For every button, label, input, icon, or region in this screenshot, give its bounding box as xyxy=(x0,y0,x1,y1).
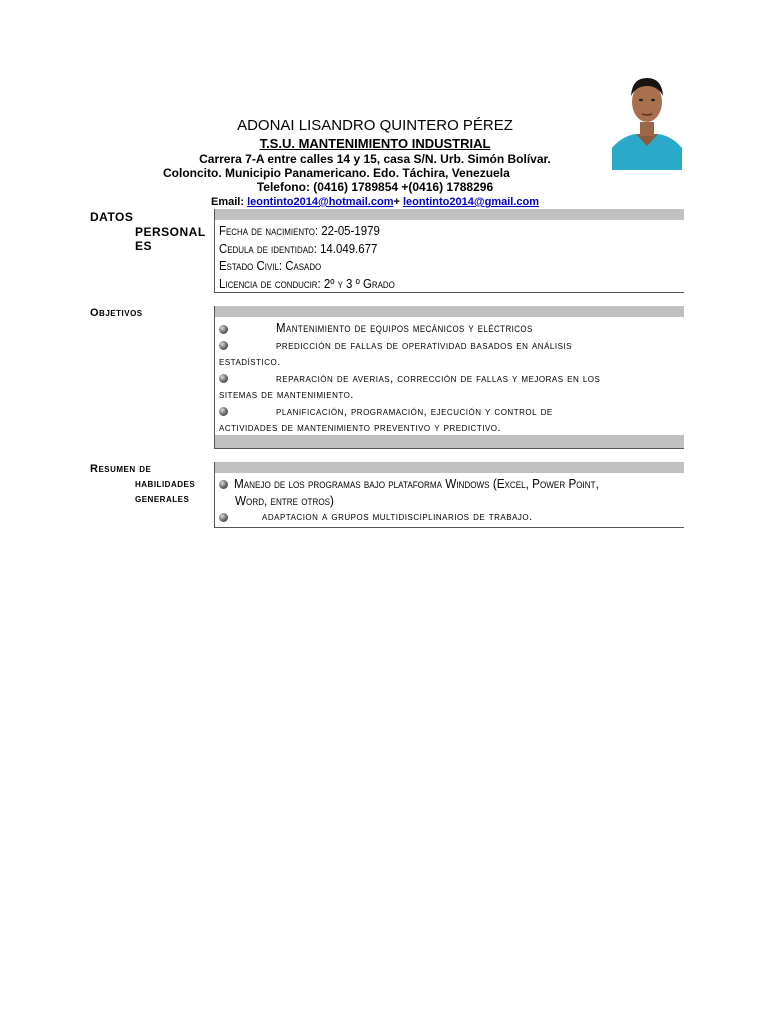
skills-heading-line-2: habilidades xyxy=(135,478,196,490)
phone-line: Telefono: (0416) 1789854 +(0416) 1788296 xyxy=(256,180,494,194)
personal-heading-line-3: ES xyxy=(135,239,153,253)
objective-item: reparación de averias, corrección de fallas y mejoras en los xyxy=(215,371,684,388)
objective-item-continuation: sitemas de mantenimiento. xyxy=(219,389,354,401)
bullet-icon xyxy=(219,325,228,334)
email-separator: + xyxy=(393,196,403,208)
objective-item: planificación, programación, ejecución y control de xyxy=(215,404,684,421)
objective-item: predicción de fallas de operatividad basados en análisis xyxy=(215,338,684,355)
email-link-gmail[interactable]: leontinto2014@gmail.com xyxy=(402,196,540,208)
professional-title: T.S.U. MANTENIMIENTO INDUSTRIAL xyxy=(259,136,491,151)
bullet-icon xyxy=(219,407,228,416)
civil-status-row: Estado Civil: Casado xyxy=(219,258,322,273)
skill-item-continuation: Word, entre otros) xyxy=(235,493,334,508)
personal-heading-line-1: DATOS xyxy=(90,210,134,224)
skill-item: Manejo de los programas bajo plataforma Windows (Excel, Power Point, xyxy=(215,475,684,492)
id-row: Cedula de identidad: 14.049.677 xyxy=(219,240,378,256)
section-bar xyxy=(215,462,684,473)
bullet-icon xyxy=(219,480,228,489)
email-label: Email: xyxy=(210,196,248,208)
objectives-heading: Objetivos xyxy=(90,307,143,319)
skills-heading-line-1: Resumen de xyxy=(90,463,152,475)
birth-date-row: Fecha de nacimiento: 22-05-1979 xyxy=(219,223,380,238)
objective-item: Mantenimiento de equipos mecánicos y eléctricos xyxy=(215,320,684,338)
section-bar xyxy=(215,306,684,317)
objective-item-continuation: actividades de mantenimiento preventivo y predictivo. xyxy=(219,422,502,434)
personal-heading-line-2: PERSONAL xyxy=(135,225,206,239)
profile-photo-image xyxy=(612,70,682,170)
candidate-name: ADONAI LISANDRO QUINTERO PÉREZ xyxy=(237,117,513,134)
personal-data-box xyxy=(214,209,684,293)
section-bar-bottom xyxy=(215,435,684,448)
email-line xyxy=(95,196,655,208)
bullet-icon xyxy=(219,341,228,350)
email-link-hotmail[interactable]: leontinto2014@hotmail.com xyxy=(247,196,394,208)
skills-heading-line-3: generales xyxy=(135,493,190,505)
skill-item: adaptacion a grupos multidisciplinarios de trabajo. xyxy=(215,509,684,526)
profile-photo xyxy=(612,70,682,170)
bullet-icon xyxy=(219,513,228,522)
personal-data-heading xyxy=(90,210,206,253)
address-line-2: Coloncito. Municipio Panamericano. Edo. Táchira, Venezuela xyxy=(163,166,510,180)
address-line-1: Carrera 7-A entre calles 14 y 15, casa S/N. Urb. Simón Bolívar. xyxy=(199,152,551,166)
section-bar xyxy=(215,209,684,220)
objective-item-continuation: estadístico. xyxy=(219,356,281,368)
objectives-box xyxy=(214,306,684,449)
bullet-icon xyxy=(219,374,228,383)
license-row: Licencia de conducir: 2º y 3 º Grado xyxy=(219,275,395,291)
skills-heading xyxy=(90,462,195,507)
skills-box xyxy=(214,462,684,528)
